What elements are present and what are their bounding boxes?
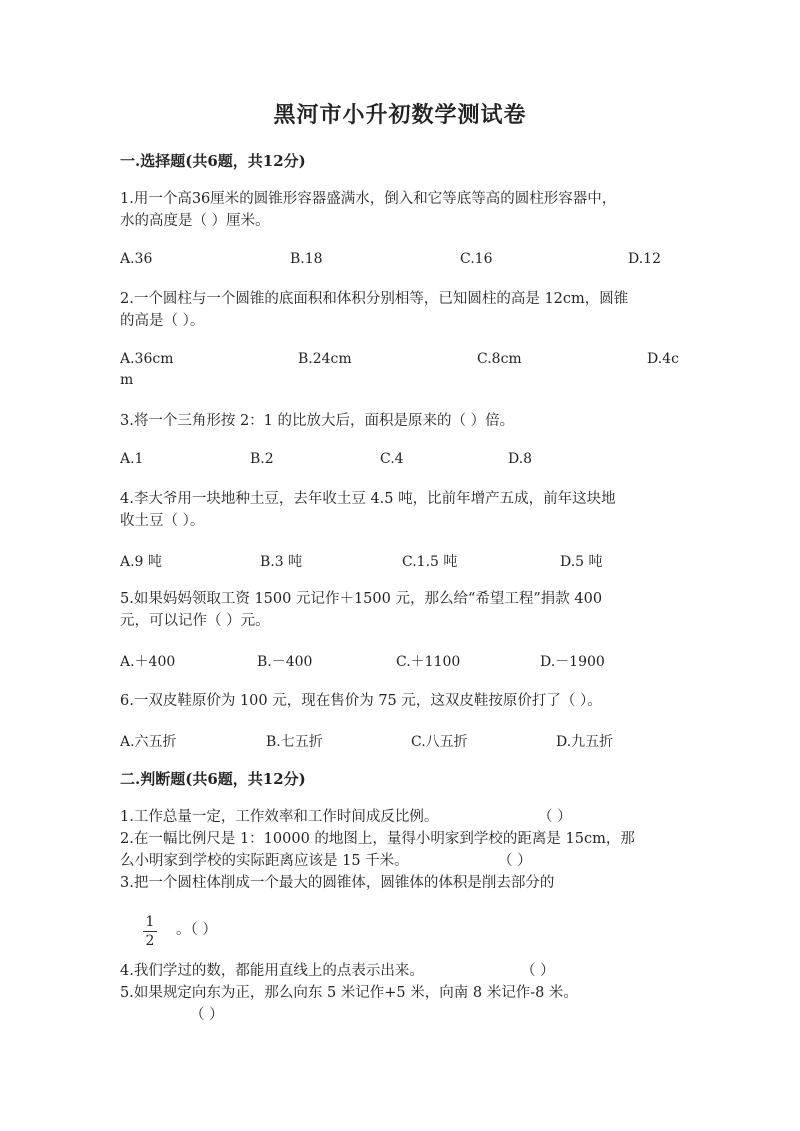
question-1-option-a[interactable]: A.36 — [120, 251, 153, 267]
fraction-numerator: 1 — [145, 914, 155, 930]
question-2-option-d-wrap: m — [120, 372, 134, 388]
question-5-line-2: 元，可以记作（ ）元。 — [120, 613, 270, 629]
judgement-4-answer[interactable]: （ ） — [521, 963, 555, 979]
question-6-option-c[interactable]: C.八五折 — [411, 734, 468, 750]
judgement-2-text: 2.在一幅比例尺是 1：10000 的地图上，量得小明家到学校的距离是 15cm，那 — [120, 831, 635, 847]
question-4-option-a[interactable]: A.9 吨 — [120, 554, 162, 570]
question-6-option-a[interactable]: A.六五折 — [120, 734, 177, 750]
question-2-option-c[interactable]: C.8cm — [477, 351, 522, 367]
question-1-line-1: 1.用一个高36厘米的圆锥形容器盛满水，倒入和它等底等高的圆柱形容器中， — [120, 191, 617, 207]
question-1-option-b[interactable]: B.18 — [290, 251, 323, 267]
question-3-option-c[interactable]: C.4 — [380, 451, 404, 467]
judgement-1-text: 1.工作总量一定，工作效率和工作时间成反比例。 — [120, 809, 439, 825]
question-6-option-b[interactable]: B.七五折 — [266, 734, 323, 750]
judgement-1-answer[interactable]: （ ） — [538, 809, 572, 825]
question-6-line-1: 6.一双皮鞋原价为 100 元，现在售价为 75 元，这双皮鞋按原价打了（ ）。 — [120, 693, 602, 709]
question-1-line-2: 水的高度是（ ）厘米。 — [120, 213, 270, 229]
question-3-option-d[interactable]: D.8 — [508, 451, 533, 467]
question-5-option-b[interactable]: B.－400 — [257, 654, 313, 670]
question-2-line-1: 2.一个圆柱与一个圆锥的底面积和体积分别相等，已知圆柱的高是 12cm，圆锥 — [120, 291, 629, 307]
question-5-option-a[interactable]: A.＋400 — [120, 654, 176, 670]
question-4-option-b[interactable]: B.3 吨 — [260, 554, 303, 570]
question-2-option-a[interactable]: A.36cm — [120, 351, 174, 367]
question-6-option-d[interactable]: D.九五折 — [556, 734, 614, 750]
question-2-line-2: 的高是（ ）。 — [120, 313, 205, 329]
question-3-line-1: 3.将一个三角形按 2：1 的比放大后，面积是原来的（ ）倍。 — [120, 413, 515, 429]
judgement-5-text: 5.如果规定向东为正，那么向东 5 米记作+5 米，向南 8 米记作-8 米。 — [120, 985, 578, 1001]
question-3-option-a[interactable]: A.1 — [120, 451, 144, 467]
judgement-3-answer[interactable]: 。（ ） — [176, 922, 217, 938]
page-title: 黑河市小升初数学测试卷 — [273, 102, 527, 128]
question-1-option-d[interactable]: D.12 — [628, 251, 661, 267]
question-4-line-2: 收土豆（ ）。 — [120, 513, 205, 529]
question-4-line-1: 4.李大爷用一块地种土豆，去年收土豆 4.5 吨，比前年增产五成，前年这块地 — [120, 491, 616, 507]
fraction-one-half — [143, 914, 157, 949]
judgement-4-text: 4.我们学过的数，都能用直线上的点表示出来。 — [120, 963, 424, 979]
question-5-line-1: 5.如果妈妈领取工资 1500 元记作＋1500 元，那么给“希望工程”捐款 400 — [120, 591, 603, 607]
question-3-option-b[interactable]: B.2 — [250, 451, 274, 467]
question-5-option-d[interactable]: D.－1900 — [540, 654, 605, 670]
fraction-bar — [143, 931, 157, 932]
question-4-option-c[interactable]: C.1.5 吨 — [402, 554, 458, 570]
question-5-option-c[interactable]: C.＋1100 — [396, 654, 461, 670]
question-1-option-c[interactable]: C.16 — [460, 251, 493, 267]
fraction-denominator: 2 — [145, 933, 155, 949]
judgement-5-answer[interactable]: （ ） — [190, 1007, 224, 1023]
judgement-2-text-2: 么小明家到学校的实际距离应该是 15 千米。 — [120, 853, 409, 869]
question-2-option-d[interactable]: D.4c — [647, 351, 679, 367]
question-4-option-d[interactable]: D.5 吨 — [560, 554, 603, 570]
section-heading-choice: 一.选择题(共6题，共12分) — [120, 152, 306, 170]
judgement-3-text: 3.把一个圆柱体削成一个最大的圆锥体，圆锥体的体积是削去部分的 — [120, 875, 555, 891]
section-heading-judgement: 二.判断题(共6题，共12分) — [120, 770, 306, 788]
judgement-2-answer[interactable]: （ ） — [498, 853, 532, 869]
question-2-option-b[interactable]: B.24cm — [298, 351, 352, 367]
